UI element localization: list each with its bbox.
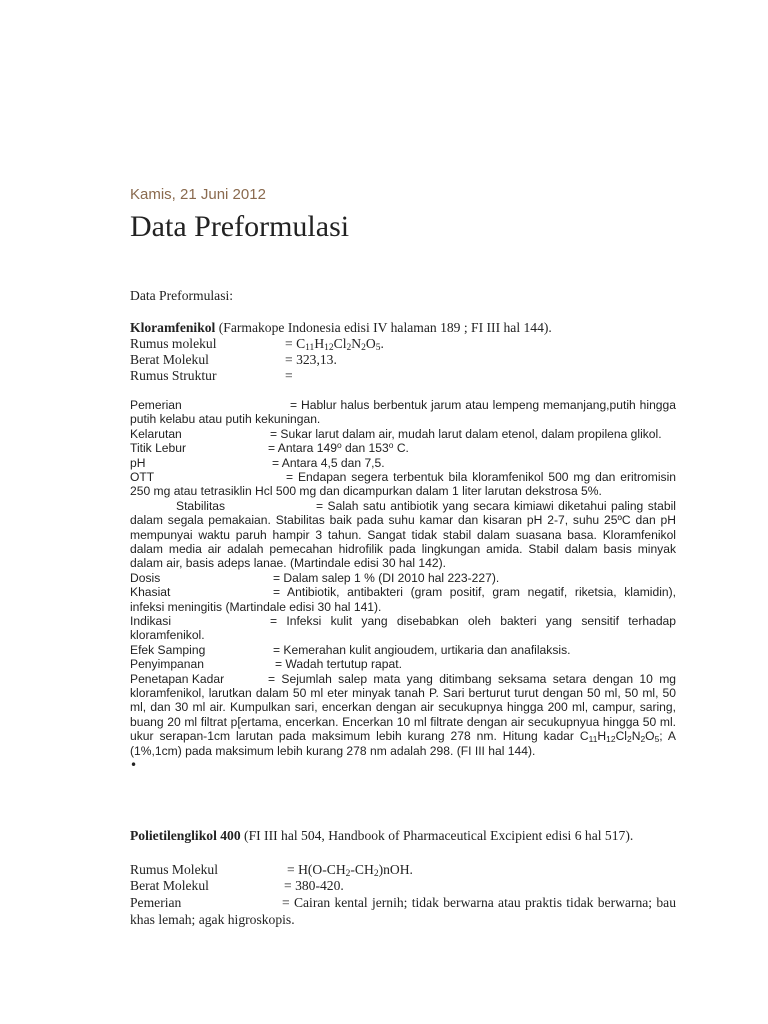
pemerian-value: = Hablur halus berbentuk jarum atau lempeng memanjang,putih hingga putih kelabu atau putih kekuningan. — [130, 398, 676, 427]
berat-molekul-value: = 323,13. — [285, 352, 337, 367]
peg-rumus-row — [130, 862, 676, 878]
pemerian-row — [130, 398, 676, 427]
peg-pemerian-label: Pemerian — [130, 895, 182, 910]
dosis-row — [130, 571, 676, 585]
peg-name: Polietilenglikol 400 — [130, 828, 241, 843]
intro-line: Data Preformulasi: — [130, 288, 234, 303]
ott-row — [130, 470, 676, 499]
indikasi-value: = Infeksi kulit yang disebabkan oleh bakteri yang sensitif terhadap kloramfenikol. — [130, 614, 676, 643]
stabilitas-value: = Salah satu antibiotik yang secara kimiawi diketahui paling stabil dalam segala pemakaian. Stabilitas baik pada suhu kamar dan kisaran pH 2-7, suhu 25ºC dan pH mempunyai waktu paruh hampir 3 tahun. Sangat tidak stabil dalam suasana basa. Kloramfenikol dalam media air adalah pemecahan hidrofilik pada lingkungan amida. Stabil dalam basis minyak dalam air, basis adeps lanae. (Martindale edisi 30 hal 142). — [130, 498, 676, 571]
rumus-struktur-value: = — [285, 368, 293, 383]
dosis-value: = Dalam salep 1 % (DI 2010 hal 223-227). — [273, 570, 500, 585]
penetapan-kadar-row: Penetapan Kadar = Sejumlah salep mata yang ditimbang seksama setara dengan 10 mg kloramfenikol, larutkan dalam 50 ml eter minyak tanah P. Sari berturut turut dengan 50 ml, 50 ml, 50 ml, dan 30 ml air. Kumpulkan sari, encerkan dengan air secukupnya hingga 200 ml, campur, saring, buang 20 ml filtrat p[ertama, encerkan. Encerkan 10 ml filtrate dengan air secukupnyua hingga 50 ml. ukur serapan-1cm larutan pada maksimum lebih kurang 278 nm. Hitung kadar $C_{11}H_{12}Cl_2N_2O_5$; A (1%,1cm) pada maksimum lebih kurang 278 nm adalah 298. (FI III hal 144). — [130, 671, 676, 758]
efek-samping-value: = Kemerahan kulit angioudem, urtikaria dan anafilaksis. — [273, 642, 571, 657]
khasiat-row — [130, 585, 676, 614]
peg-pemerian-row — [130, 894, 676, 928]
post-date: Kamis, 21 Juni 2012 — [130, 186, 266, 203]
ph-value: = Antara 4,5 dan 7,5. — [272, 455, 385, 470]
kloramfenikol-details — [130, 398, 676, 772]
kloramfenikol-source: (Farmakope Indonesia edisi IV halaman 189 ; FI III hal 144). — [215, 320, 552, 335]
rumus-struktur-label: Rumus Struktur — [130, 368, 217, 383]
efek-samping-row — [130, 643, 676, 657]
peg-berat-value: = 380-420. — [284, 878, 344, 893]
efek-samping-label: Efek Samping — [130, 642, 206, 657]
penyimpanan-value: = Wadah tertutup rapat. — [275, 657, 402, 672]
peg-rumus-value: = $H(O-CH_2-CH_2)nOH$. — [287, 862, 413, 879]
khasiat-value: = Antibiotik, antibakteri (gram positif, gram negatif, riketsia, klamidin), infeksi meningitis (Martindale edisi 30 hal 141). — [130, 585, 676, 614]
kelarutan-row — [130, 427, 676, 441]
peg-rumus-label: Rumus Molekul — [130, 862, 218, 877]
penetapan-kadar-label: Penetapan Kadar — [130, 671, 225, 686]
peg-heading — [130, 828, 676, 844]
penyimpanan-label: Penyimpanan — [130, 657, 204, 672]
kloramfenikol-serif-props — [130, 336, 676, 384]
khasiat-label: Khasiat — [130, 585, 171, 600]
dosis-label: Dosis — [130, 570, 161, 585]
berat-molekul-row — [130, 352, 676, 368]
kelarutan-value: = Sukar larut dalam air, mudah larut dalam etenol, dalam propilena glikol. — [270, 426, 662, 441]
ott-value: = Endapan segera terbentuk bila kloramfenikol 500 mg dan eritromisin 250 mg atau tetrasiklin Hcl 500 mg dan dicampurkan dalam 1 liter larutan dekstrosa 5%. — [130, 470, 676, 499]
indikasi-row — [130, 614, 676, 643]
peg-pemerian-value: = Cairan kental jernih; tidak berwarna atau praktis tidak berwarna; bau khas lemah; agak higroskopis. — [130, 895, 676, 927]
kloramfenikol-heading — [130, 320, 676, 336]
peg-berat-label: Berat Molekul — [130, 878, 209, 893]
titik-lebur-value: = Antara 149$^o$ dan 153$^o$ C. — [268, 440, 409, 456]
rumus-molekul-label: Rumus molekul — [130, 336, 217, 351]
penetapan-kadar-value: = Sejumlah salep mata yang ditimbang seksama setara dengan 10 mg kloramfenikol, larutkan dalam 50 ml eter minyak tanah P. Sari berturut turut dengan 50 ml, 50 ml, 50 ml, dan 30 ml air. Kumpulkan sari, encerkan dengan air secukupnya hingga 200 ml, campur, saring, buang 20 ml filtrat p[ertama, encerkan. Encerkan 10 ml filtrate dengan air secukupnyua hingga 50 ml. ukur serapan-1cm larutan pada maksimum lebih kurang 278 nm. Hitung kadar C — [130, 671, 676, 744]
titik-lebur-row — [130, 441, 676, 455]
bullet-point: • — [130, 758, 138, 773]
titik-lebur-label: Titik Lebur — [130, 441, 187, 456]
peg-source: (FI III hal 504, Handbook of Pharmaceutical Excipient edisi 6 hal 517). — [240, 828, 634, 843]
rumus-molekul-value: = $C_{11}H_{12}Cl_2N_2O_5$. — [285, 336, 384, 353]
stabilitas-label: Stabilitas — [176, 498, 226, 513]
post-title: Data Preformulasi — [130, 210, 350, 243]
kelarutan-label: Kelarutan — [130, 426, 182, 441]
rumus-struktur-row — [130, 368, 676, 384]
penyimpanan-row — [130, 657, 676, 671]
rumus-molekul-row — [130, 336, 676, 352]
peg-berat-row — [130, 878, 676, 894]
ph-label: pH — [130, 455, 146, 470]
berat-molekul-label: Berat Molekul — [130, 352, 209, 367]
pemerian-label: Pemerian — [130, 398, 182, 412]
peg-props — [130, 862, 676, 928]
penetapan-kadar-tail: ; A (1%,1cm) pada maksimum lebih kurang 278 nm adalah 298. (FI III hal 144). — [130, 729, 676, 758]
stabilitas-row — [130, 499, 676, 571]
indikasi-label: Indikasi — [130, 614, 172, 629]
ott-label: OTT — [130, 470, 155, 484]
kloramfenikol-name: Kloramfenikol — [130, 320, 216, 335]
ph-row — [130, 456, 676, 470]
